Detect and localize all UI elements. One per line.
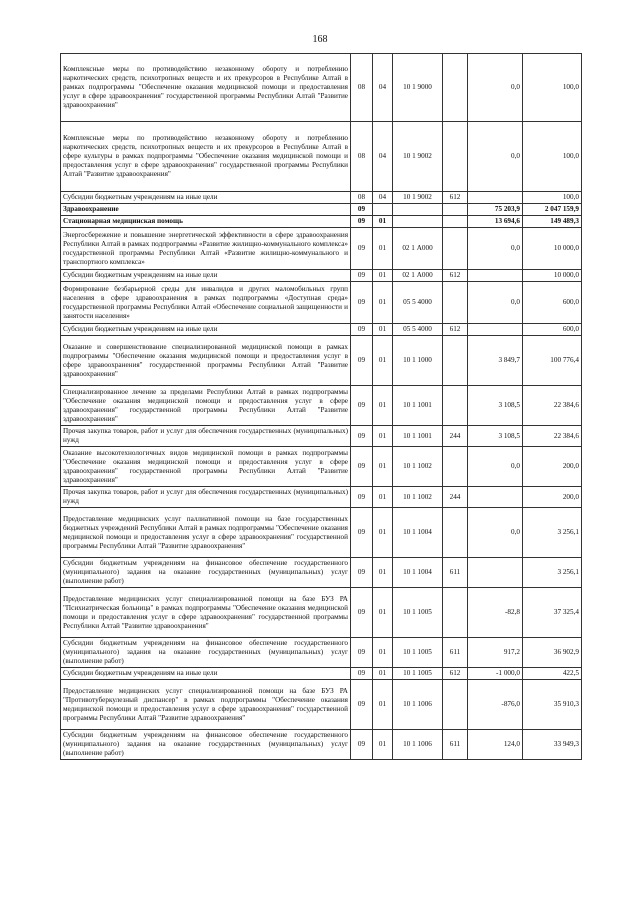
cell-expense-type: 612: [443, 668, 468, 680]
cell-section: 09: [351, 386, 373, 426]
cell-expense-type: [443, 122, 468, 192]
cell-subsection: 01: [373, 730, 393, 760]
table-row: [61, 336, 582, 386]
cell-amount-total: 37 325,4: [523, 588, 582, 638]
table-row: [61, 228, 582, 270]
cell-amount-change: [468, 558, 523, 588]
table-row: [61, 558, 582, 588]
cell-name: Предоставление медицинских услуг специализированной помощи на базе БУЗ РА "Противотуберкулезный диспансер" в рамках подпрограммы "Обеспечение оказания медицинской помощи и предоставления услуг в сфере здравоохранения" государственной программы Республики Алтай "Развитие здравоохранения": [61, 680, 351, 730]
budget-table: [60, 53, 582, 760]
cell-subsection: 01: [373, 558, 393, 588]
table-row: [61, 204, 582, 216]
cell-subsection: 04: [373, 192, 393, 204]
cell-expense-type: [443, 282, 468, 324]
cell-amount-change: [468, 270, 523, 282]
cell-name: Субсидии бюджетным учреждениям на иные цели: [61, 270, 351, 282]
cell-expense-type: [443, 54, 468, 122]
cell-section: 09: [351, 447, 373, 487]
cell-amount-change: 0,0: [468, 508, 523, 558]
cell-subsection: 01: [373, 324, 393, 336]
cell-section: 09: [351, 204, 373, 216]
cell-name: Комплексные меры по противодействию незаконному обороту и потреблению наркотических средств, психотропных веществ и их прекурсоров в Республике Алтай в рамках подпрограммы "Обеспечение оказания медицинской помощи и предоставления услуг в сфере здравоохранения" государственной программы Республики Алтай "Развитие здравоохранения": [61, 54, 351, 122]
cell-amount-change: 0,0: [468, 54, 523, 122]
cell-section: 08: [351, 122, 373, 192]
cell-amount-change: 0,0: [468, 282, 523, 324]
cell-amount-total: 600,0: [523, 282, 582, 324]
cell-amount-total: 422,5: [523, 668, 582, 680]
cell-amount-total: 149 489,3: [523, 216, 582, 228]
cell-amount-total: 3 256,1: [523, 558, 582, 588]
cell-subsection: 01: [373, 638, 393, 668]
cell-section: 09: [351, 216, 373, 228]
cell-name: Предоставление медицинских услуг специализированной помощи на базе БУЗ РА "Психиатрическая больница" в рамках подпрограммы "Обеспечение оказания медицинской помощи и предоставления услуг в сфере здравоохранения" государственной программы Республики Алтай "Развитие здравоохранения": [61, 588, 351, 638]
cell-section: 09: [351, 487, 373, 508]
cell-subsection: 01: [373, 508, 393, 558]
cell-section: 09: [351, 508, 373, 558]
cell-subsection: [373, 204, 393, 216]
cell-expense-type: [443, 680, 468, 730]
cell-target-article: 10 1 1006: [393, 730, 443, 760]
cell-section: 08: [351, 54, 373, 122]
cell-amount-change: -1 000,0: [468, 668, 523, 680]
table-row: [61, 122, 582, 192]
cell-amount-change: 3 108,5: [468, 386, 523, 426]
table-row: [61, 638, 582, 668]
cell-amount-change: -876,0: [468, 680, 523, 730]
table-row: [61, 508, 582, 558]
cell-target-article: 10 1 1001: [393, 426, 443, 447]
cell-amount-change: 75 203,9: [468, 204, 523, 216]
cell-name: Субсидии бюджетным учреждениям на иные цели: [61, 668, 351, 680]
cell-section: 09: [351, 558, 373, 588]
cell-name: Стационарная медицинская помощь: [61, 216, 351, 228]
cell-amount-change: 0,0: [468, 228, 523, 270]
cell-target-article: 10 1 1000: [393, 336, 443, 386]
cell-target-article: 10 1 1002: [393, 447, 443, 487]
cell-section: 09: [351, 680, 373, 730]
cell-expense-type: 244: [443, 426, 468, 447]
cell-expense-type: [443, 447, 468, 487]
cell-expense-type: 612: [443, 270, 468, 282]
cell-section: 09: [351, 638, 373, 668]
cell-name: Субсидии бюджетным учреждениям на финансовое обеспечение государственного (муниципального) задания на оказание государственных (муниципальных) услуг (выполнение работ): [61, 638, 351, 668]
cell-name: Специализированное лечение за пределами Республики Алтай в рамках подпрограммы "Обеспечение оказания медицинской помощи и предоставления услуг в сфере здравоохранения" государственной программы Республики Алтай "Развитие здравоохранения": [61, 386, 351, 426]
cell-expense-type: 612: [443, 192, 468, 204]
cell-section: 09: [351, 270, 373, 282]
cell-target-article: 02 1 А000: [393, 270, 443, 282]
table-row: [61, 668, 582, 680]
cell-subsection: 01: [373, 447, 393, 487]
cell-name: Энергосбережение и повышение энергетической эффективности в сфере здравоохранения Республики Алтай в рамках подпрограммы «Развитие жилищно-коммунального комплекса» государственной программы Республики Алтай «Развитие жилищно-коммунального и транспортного комплекса»: [61, 228, 351, 270]
cell-amount-total: 200,0: [523, 487, 582, 508]
cell-subsection: 01: [373, 282, 393, 324]
cell-amount-total: 100,0: [523, 122, 582, 192]
cell-target-article: 10 1 1005: [393, 668, 443, 680]
table-row: [61, 730, 582, 760]
cell-name: Предоставление медицинских услуг паллиативной помощи на базе государственных бюджетных учреждений Республики Алтай в рамках подпрограммы "Обеспечение оказания медицинской помощи и предоставления услуг в сфере здравоохранения" государственной программы Республики Алтай "Развитие здравоохранения": [61, 508, 351, 558]
cell-section: 09: [351, 426, 373, 447]
table-row: [61, 54, 582, 122]
cell-target-article: 05 5 4000: [393, 282, 443, 324]
cell-amount-total: 10 000,0: [523, 270, 582, 282]
cell-amount-total: 2 047 159,9: [523, 204, 582, 216]
cell-name: Субсидии бюджетным учреждениям на иные цели: [61, 324, 351, 336]
cell-expense-type: [443, 508, 468, 558]
cell-section: 09: [351, 282, 373, 324]
table-row: [61, 192, 582, 204]
cell-name: Здравоохранение: [61, 204, 351, 216]
cell-name: Комплексные меры по противодействию незаконному обороту и потреблению наркотических средств, психотропных веществ и их прекурсоров в Республике Алтай в сфере культуры в рамках подпрограммы "Обеспечение оказания медицинской помощи и предоставления услуг в сфере здравоохранения" государственной программы Республики Алтай "Развитие здравоохранения": [61, 122, 351, 192]
cell-amount-change: 3 849,7: [468, 336, 523, 386]
cell-target-article: 10 1 9000: [393, 54, 443, 122]
table-row: [61, 426, 582, 447]
cell-subsection: 01: [373, 680, 393, 730]
cell-target-article: 10 1 9002: [393, 122, 443, 192]
cell-name: Субсидии бюджетным учреждениям на финансовое обеспечение государственного (муниципального) задания на оказание государственных (муниципальных) услуг (выполнение работ): [61, 730, 351, 760]
cell-name: Субсидии бюджетным учреждениям на иные цели: [61, 192, 351, 204]
cell-amount-total: 100,0: [523, 54, 582, 122]
table-body: [61, 54, 582, 760]
cell-amount-total: 22 384,6: [523, 386, 582, 426]
cell-target-article: 05 5 4000: [393, 324, 443, 336]
cell-subsection: 01: [373, 386, 393, 426]
cell-section: 09: [351, 228, 373, 270]
cell-amount-change: 124,0: [468, 730, 523, 760]
cell-name: Формирование безбарьерной среды для инвалидов и других маломобильных групп населения в сфере здравоохранения в рамках подпрограммы «Доступная среда» государственной программы Республики Алтай «Обеспечение социальной защищенности и занятости населения»: [61, 282, 351, 324]
cell-amount-total: 200,0: [523, 447, 582, 487]
cell-expense-type: 611: [443, 558, 468, 588]
cell-target-article: 10 1 1006: [393, 680, 443, 730]
cell-subsection: 04: [373, 122, 393, 192]
cell-amount-change: [468, 324, 523, 336]
cell-section: 09: [351, 588, 373, 638]
cell-target-article: 10 1 1005: [393, 638, 443, 668]
cell-name: Прочая закупка товаров, работ и услуг для обеспечения государственных (муниципальных) нужд: [61, 487, 351, 508]
cell-amount-change: [468, 192, 523, 204]
cell-amount-change: -82,8: [468, 588, 523, 638]
cell-subsection: 01: [373, 426, 393, 447]
cell-expense-type: 611: [443, 638, 468, 668]
cell-amount-change: 917,2: [468, 638, 523, 668]
cell-name: Оказание и совершенствование специализированной медицинской помощи в рамках подпрограммы "Обеспечение оказания медицинской помощи и предоставления услуг в сфере здравоохранения" государственной программы Республики Алтай "Развитие здравоохранения": [61, 336, 351, 386]
table-row: [61, 680, 582, 730]
cell-target-article: 02 1 А000: [393, 228, 443, 270]
table-row: [61, 270, 582, 282]
cell-section: 08: [351, 192, 373, 204]
cell-name: Субсидии бюджетным учреждениям на финансовое обеспечение государственного (муниципального) задания на оказание государственных (муниципальных) услуг (выполнение работ): [61, 558, 351, 588]
cell-expense-type: 611: [443, 730, 468, 760]
cell-amount-change: 0,0: [468, 447, 523, 487]
cell-expense-type: [443, 386, 468, 426]
cell-amount-change: 13 694,6: [468, 216, 523, 228]
cell-amount-total: 33 949,3: [523, 730, 582, 760]
cell-subsection: 01: [373, 216, 393, 228]
cell-target-article: 10 1 1005: [393, 588, 443, 638]
table-row: [61, 324, 582, 336]
cell-target-article: 10 1 1004: [393, 508, 443, 558]
cell-amount-total: 36 902,9: [523, 638, 582, 668]
cell-amount-change: [468, 487, 523, 508]
cell-subsection: 04: [373, 54, 393, 122]
table-row: [61, 447, 582, 487]
table-row: [61, 588, 582, 638]
cell-expense-type: 612: [443, 324, 468, 336]
cell-subsection: 01: [373, 668, 393, 680]
cell-amount-total: 10 000,0: [523, 228, 582, 270]
cell-amount-total: 100 776,4: [523, 336, 582, 386]
table-row: [61, 487, 582, 508]
cell-subsection: 01: [373, 270, 393, 282]
cell-target-article: 10 1 1001: [393, 386, 443, 426]
cell-name: Оказание высокотехнологичных видов медицинской помощи в рамках подпрограммы "Обеспечение оказания медицинской помощи и предоставления услуг в сфере здравоохранения" государственной программы Республики Алтай "Развитие здравоохранения": [61, 447, 351, 487]
cell-expense-type: [443, 228, 468, 270]
cell-amount-change: 0,0: [468, 122, 523, 192]
cell-subsection: 01: [373, 336, 393, 386]
cell-amount-total: 22 384,6: [523, 426, 582, 447]
cell-subsection: 01: [373, 588, 393, 638]
cell-expense-type: 244: [443, 487, 468, 508]
cell-target-article: 10 1 9002: [393, 192, 443, 204]
table-row: [61, 282, 582, 324]
cell-section: 09: [351, 668, 373, 680]
cell-target-article: 10 1 1002: [393, 487, 443, 508]
cell-section: 09: [351, 730, 373, 760]
cell-target-article: 10 1 1004: [393, 558, 443, 588]
cell-section: 09: [351, 324, 373, 336]
page-number: 168: [312, 34, 328, 45]
cell-expense-type: [443, 588, 468, 638]
cell-amount-total: 3 256,1: [523, 508, 582, 558]
cell-expense-type: [443, 336, 468, 386]
cell-expense-type: [443, 216, 468, 228]
cell-expense-type: [443, 204, 468, 216]
cell-target-article: [393, 216, 443, 228]
cell-amount-total: 600,0: [523, 324, 582, 336]
cell-target-article: [393, 204, 443, 216]
cell-subsection: 01: [373, 487, 393, 508]
cell-amount-total: 35 910,3: [523, 680, 582, 730]
cell-amount-change: 3 108,5: [468, 426, 523, 447]
cell-amount-total: 100,0: [523, 192, 582, 204]
cell-name: Прочая закупка товаров, работ и услуг для обеспечения государственных (муниципальных) нужд: [61, 426, 351, 447]
cell-section: 09: [351, 336, 373, 386]
table-row: [61, 386, 582, 426]
table-row: [61, 216, 582, 228]
cell-subsection: 01: [373, 228, 393, 270]
